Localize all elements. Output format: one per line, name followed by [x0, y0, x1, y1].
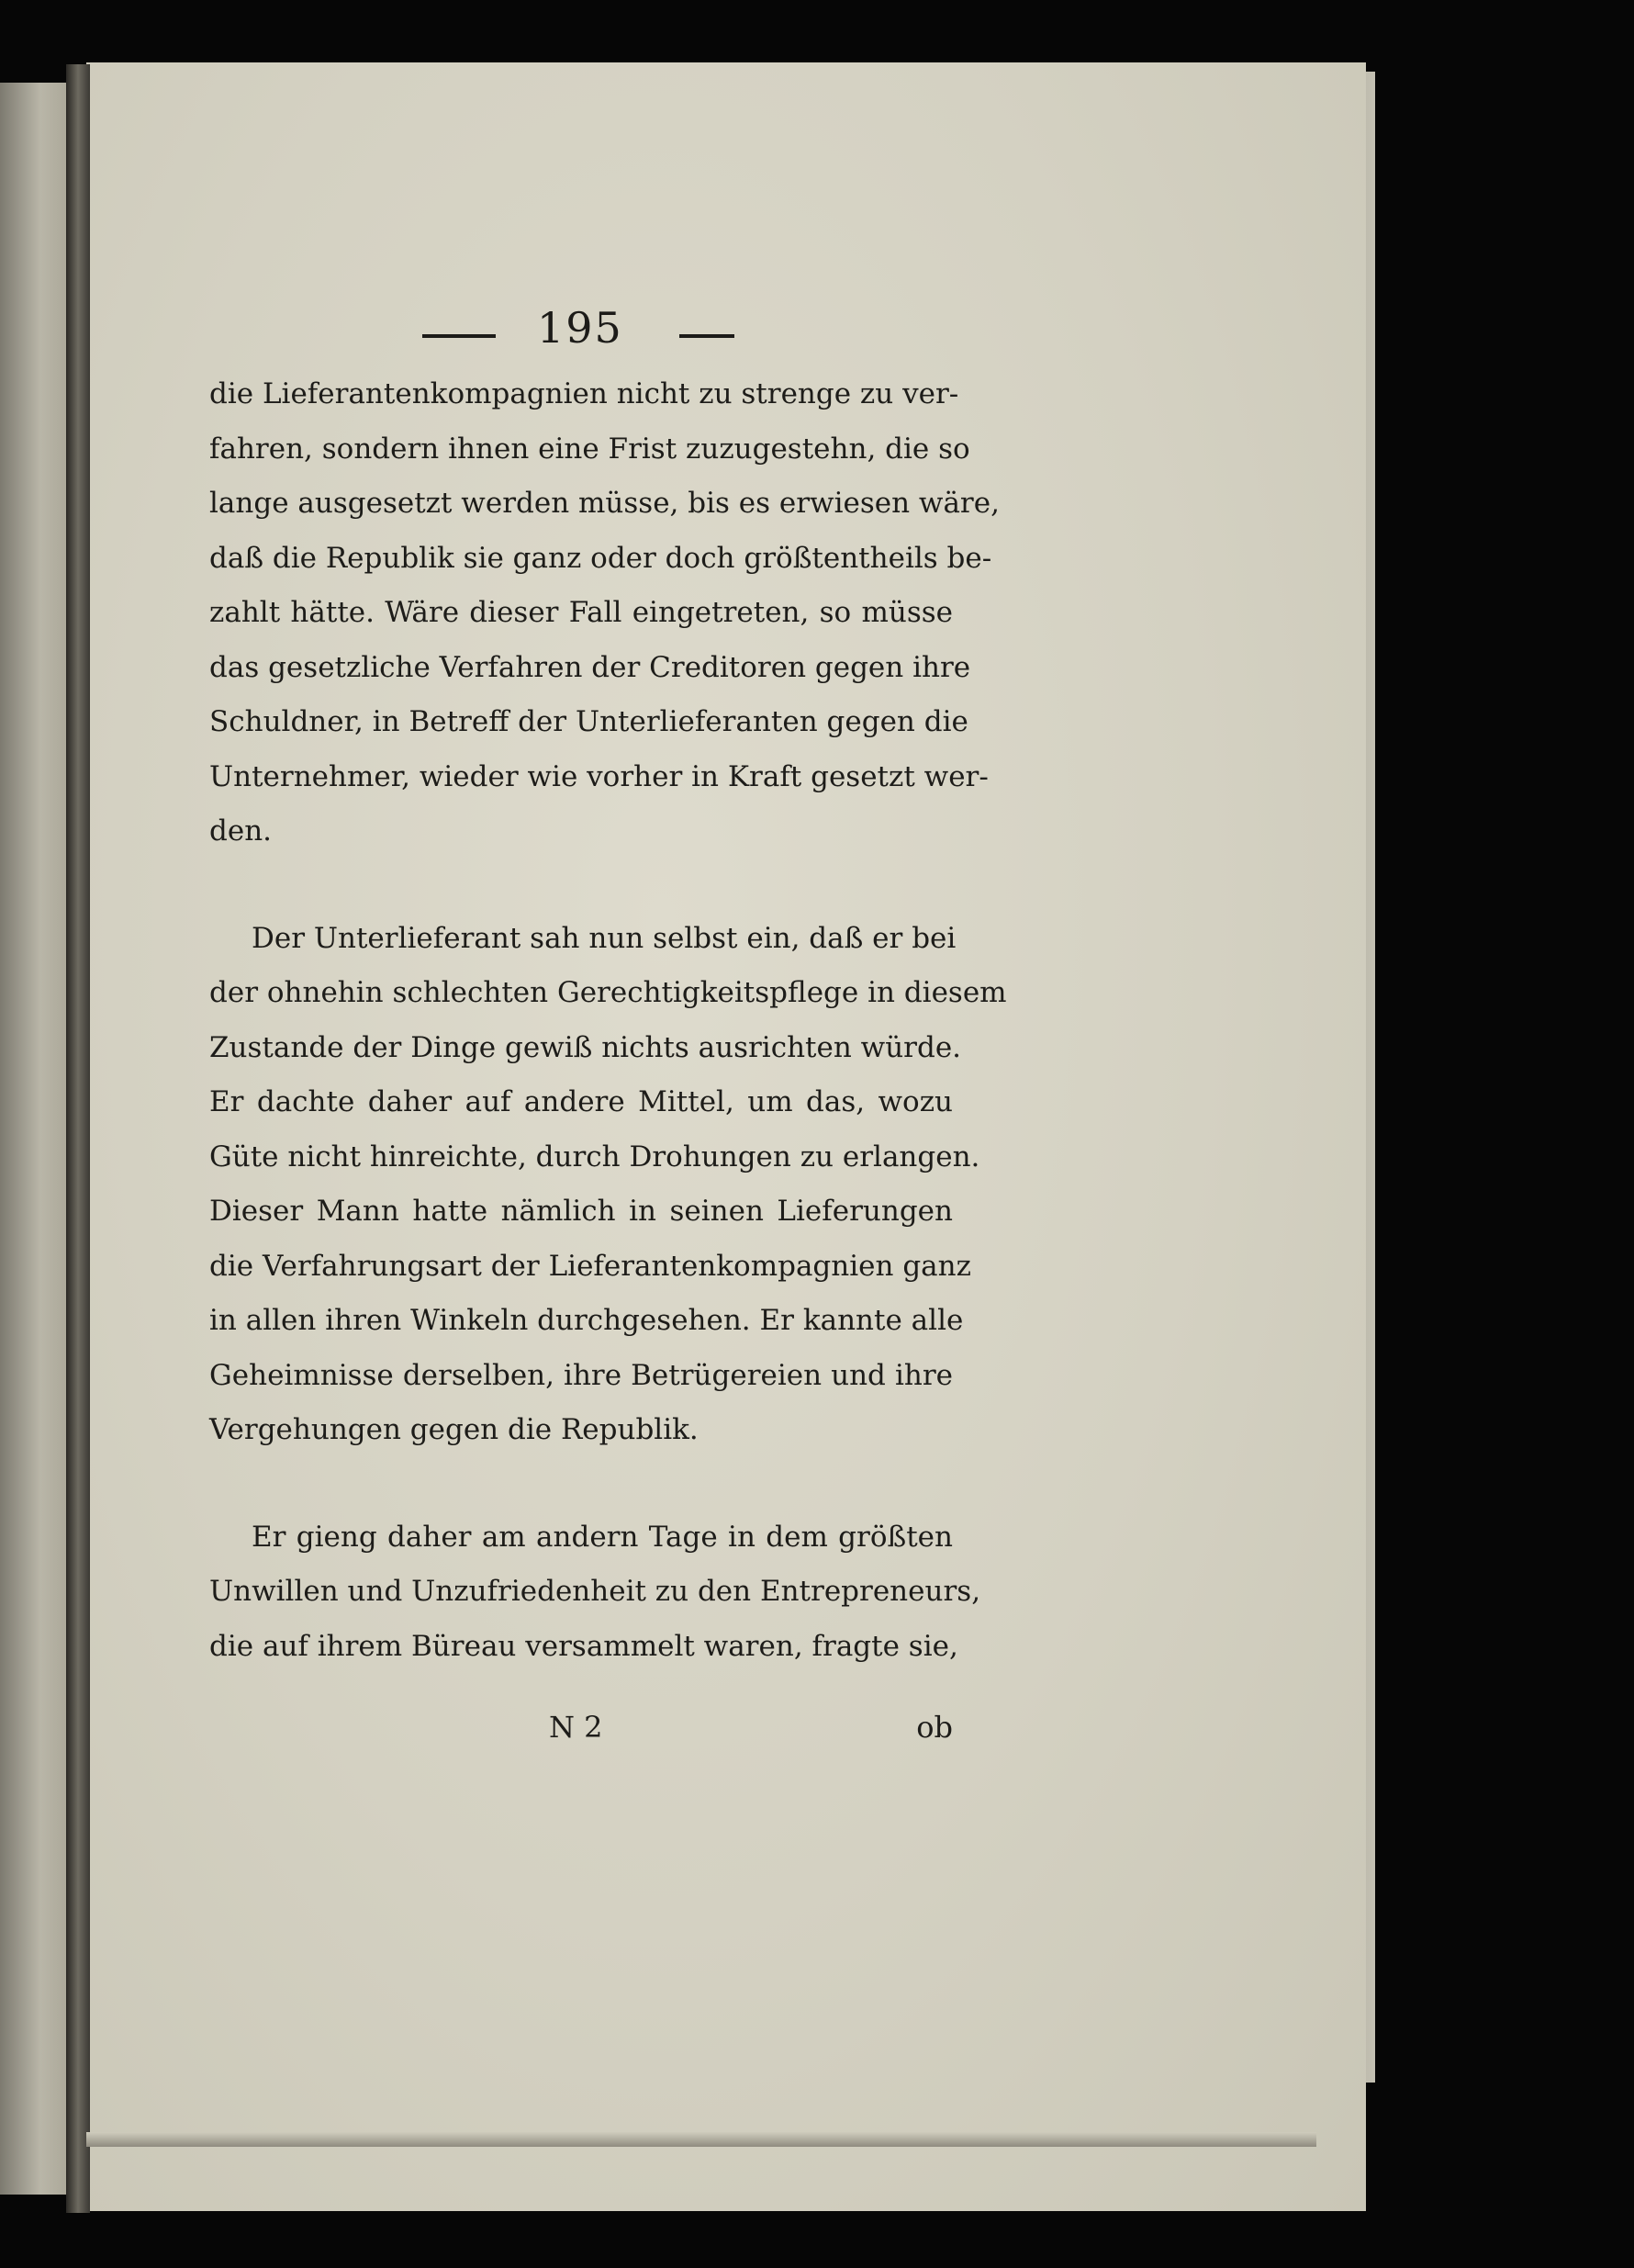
text-line: Dieser Mann hatte nämlich in seinen Lieferungen: [209, 1195, 953, 1228]
header-dash-left: [422, 334, 496, 338]
page-number: 195: [537, 303, 623, 353]
book-gutter: [66, 64, 90, 2213]
text-line: Güte nicht hinreichte, durch Drohungen zu erlangen.: [209, 1140, 980, 1173]
text-line: Er gieng daher am andern Tage in dem größten: [252, 1520, 953, 1554]
text-line: Vergehungen gegen die Republik.: [209, 1413, 699, 1446]
text-line: das gesetzliche Verfahren der Creditoren gegen ihre: [209, 650, 971, 684]
signature-mark: N 2: [549, 1710, 603, 1745]
paragraph-gap: [209, 859, 953, 912]
text-line: Unternehmer, wieder wie vorher in Kraft gesetzt wer-: [209, 759, 989, 793]
catchword: ob: [916, 1710, 953, 1745]
text-line: Er dachte daher auf andere Mittel, um das, wozu: [209, 1085, 953, 1118]
text-line: Zustande der Dinge gewiß nichts ausrichten würde.: [209, 1030, 962, 1064]
page-footer: [209, 1710, 953, 1756]
text-line: die Verfahrungsart der Lieferantenkompagnien ganz: [209, 1249, 971, 1283]
paragraph-3: [209, 1510, 981, 1675]
text-line: zahlt hätte. Wäre dieser Fall eingetreten, so müsse: [209, 596, 953, 629]
text-line: in allen ihren Winkeln durchgesehen. Er kannte alle: [209, 1304, 964, 1337]
text-line: Schuldner, in Betreff der Unterlieferanten gegen die: [209, 705, 968, 738]
facing-page-edge: [0, 83, 73, 2195]
running-header: [395, 303, 762, 358]
body-text: [209, 367, 1007, 1674]
paragraph-2: [209, 912, 1007, 1458]
text-line: Der Unterlieferant sah nun selbst ein, daß er bei: [252, 921, 957, 955]
text-line: die Lieferantenkompagnien nicht zu strenge zu ver-: [209, 377, 959, 410]
text-line: lange ausgesetzt werden müsse, bis es erwiesen wäre,: [209, 487, 1000, 520]
text-line: Geheimnisse derselben, ihre Betrügereien und ihre: [209, 1358, 953, 1392]
text-line: Unwillen und Unzufriedenheit zu den Entrepreneurs,: [209, 1575, 981, 1608]
text-line: fahren, sondern ihnen eine Frist zuzugestehn, die so: [209, 432, 970, 466]
text-line: die auf ihrem Büreau versammelt waren, fragte sie,: [209, 1629, 958, 1663]
header-dash-right: [679, 334, 734, 338]
page-bottom-edge: [86, 2132, 1316, 2147]
paragraph-1: [209, 367, 1000, 859]
text-line: daß die Republik sie ganz oder doch größtentheils be-: [209, 541, 992, 575]
text-line: den.: [209, 814, 273, 848]
text-line: der ohnehin schlechten Gerechtigkeitspflege in diesem: [209, 976, 1007, 1009]
paragraph-gap: [209, 1458, 953, 1510]
